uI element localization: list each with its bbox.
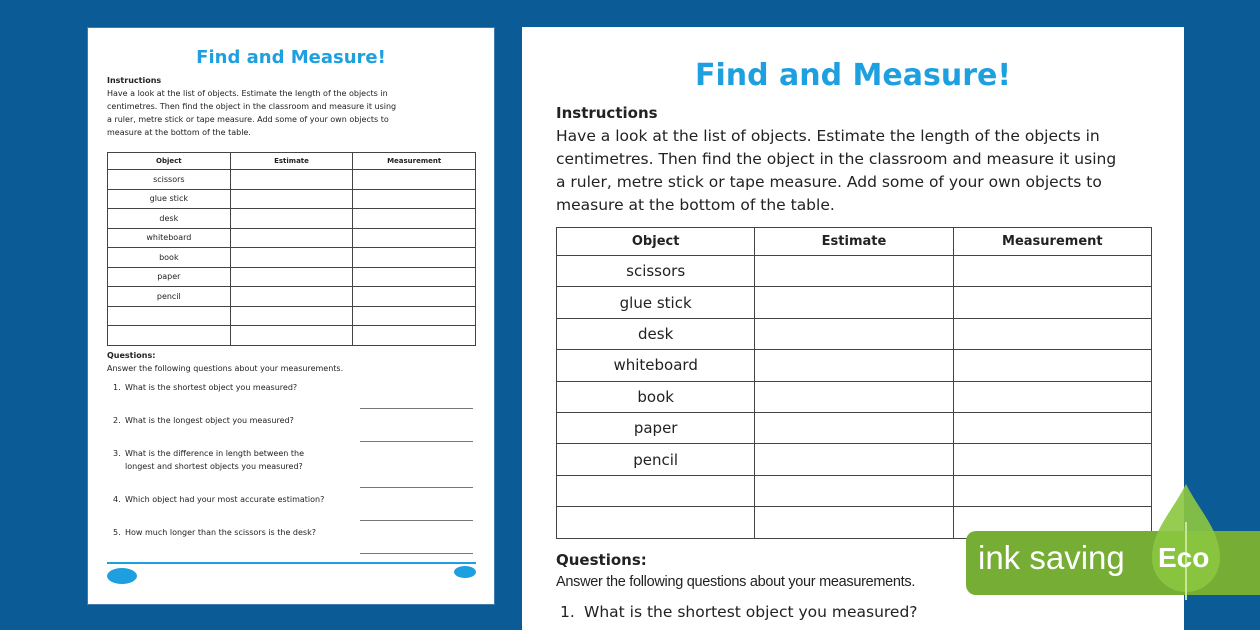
table-header-cell: Object [108, 153, 231, 170]
estimate-cell [230, 306, 353, 326]
answer-line [360, 408, 473, 409]
estimate-cell [755, 412, 953, 443]
question-text: What is the difference in length between the [125, 449, 305, 458]
question-number: 1. [560, 603, 575, 621]
table-header-cell: Estimate [755, 228, 953, 256]
twinkl-logo [107, 568, 137, 584]
object-cell: book [108, 248, 231, 268]
measurement-table [107, 152, 476, 346]
object-cell: scissors [557, 256, 755, 287]
estimate-cell [230, 228, 353, 248]
measurement-cell [953, 412, 1151, 443]
table-header-cell: Object [557, 228, 755, 256]
question-text: longest and shortest objects you measured? [125, 462, 303, 471]
measurement-cell [353, 170, 476, 190]
measurement-cell [353, 248, 476, 268]
estimate-cell [755, 381, 953, 412]
estimate-cell [755, 350, 953, 381]
instructions-text: measure at the bottom of the table. [107, 128, 251, 137]
estimate-cell [755, 507, 953, 538]
estimate-cell [230, 287, 353, 307]
answer-line [360, 520, 473, 521]
table-row [108, 306, 476, 326]
table-row [108, 267, 476, 287]
table-row [108, 209, 476, 229]
table-row [557, 350, 1152, 381]
question-number: 5. [113, 528, 121, 537]
instructions-heading: Instructions [107, 76, 162, 85]
object-cell [557, 507, 755, 538]
object-cell: whiteboard [108, 228, 231, 248]
estimate-cell [755, 256, 953, 287]
object-cell [557, 475, 755, 506]
measurement-cell [353, 306, 476, 326]
object-cell: book [557, 381, 755, 412]
page-title: Find and Measure! [694, 58, 1012, 93]
object-cell: scissors [108, 170, 231, 190]
measurement-cell [953, 381, 1151, 412]
estimate-cell [230, 209, 353, 229]
answer-line [360, 553, 473, 554]
question-number: 2. [113, 416, 121, 425]
object-cell: glue stick [108, 189, 231, 209]
object-cell: whiteboard [557, 350, 755, 381]
table-header-cell: Measurement [353, 153, 476, 170]
table-row [557, 318, 1152, 349]
instructions-text: Have a look at the list of objects. Estimate the length of the objects in [107, 89, 388, 98]
instructions-text: a ruler, metre stick or tape measure. Add some of your own objects to [556, 173, 1102, 191]
question-text: What is the shortest object you measured? [125, 383, 298, 392]
instructions-text: measure at the bottom of the table. [556, 196, 835, 214]
table-row [557, 381, 1152, 412]
measurement-table [556, 227, 1152, 539]
table-row [557, 475, 1152, 506]
object-cell [108, 306, 231, 326]
question-text: How much longer than the scissors is the desk? [125, 528, 316, 537]
questions-intro: Answer the following questions about your measurements. [107, 364, 344, 373]
table-row [557, 444, 1152, 475]
table-row [557, 287, 1152, 318]
estimate-cell [755, 475, 953, 506]
table-row [108, 170, 476, 190]
estimate-cell [755, 318, 953, 349]
object-cell: desk [108, 209, 231, 229]
table-header-row [108, 153, 476, 170]
questions-heading: Questions: [107, 351, 156, 360]
table-row [557, 412, 1152, 443]
table-header-cell: Measurement [953, 228, 1151, 256]
table-row [108, 189, 476, 209]
estimate-cell [230, 170, 353, 190]
table-row [108, 228, 476, 248]
estimate-cell [230, 248, 353, 268]
measurement-cell [353, 189, 476, 209]
object-cell: pencil [557, 444, 755, 475]
instructions-text: Have a look at the list of objects. Estimate the length of the objects in [556, 127, 1100, 145]
measurement-cell [953, 444, 1151, 475]
estimate-cell [230, 326, 353, 346]
estimate-cell [230, 189, 353, 209]
measurement-cell [353, 326, 476, 346]
instructions-text: centimetres. Then find the object in the classroom and measure it using [107, 102, 397, 111]
questions-heading: Questions: [556, 551, 647, 569]
measurement-cell [353, 228, 476, 248]
question-number: 1. [113, 383, 121, 392]
table-row [108, 326, 476, 346]
table-row [108, 287, 476, 307]
measurement-cell [953, 350, 1151, 381]
question-text: What is the shortest object you measured? [584, 603, 918, 621]
estimate-cell [230, 267, 353, 287]
object-cell: glue stick [557, 287, 755, 318]
question-text: Which object had your most accurate estimation? [125, 495, 325, 504]
worksheet-preview-small [87, 27, 495, 605]
measurement-cell [353, 267, 476, 287]
measurement-cell [953, 287, 1151, 318]
question-number: 4. [113, 495, 121, 504]
measurement-cell [353, 287, 476, 307]
answer-line [360, 441, 473, 442]
footer-divider [107, 562, 476, 564]
table-row [108, 248, 476, 268]
answer-line [360, 487, 473, 488]
instructions-heading: Instructions [556, 104, 658, 122]
eco-label: Eco [1158, 542, 1210, 573]
twinkl-logo-small [454, 566, 476, 578]
questions-intro: Answer the following questions about your measurements. [556, 574, 916, 590]
instructions-text: centimetres. Then find the object in the classroom and measure it using [556, 150, 1117, 168]
question-number: 3. [113, 449, 121, 458]
measurement-cell [953, 256, 1151, 287]
measurement-cell [353, 209, 476, 229]
object-cell: desk [557, 318, 755, 349]
estimate-cell [755, 444, 953, 475]
object-cell: paper [108, 267, 231, 287]
measurement-cell [953, 475, 1151, 506]
object-cell: paper [557, 412, 755, 443]
estimate-cell [755, 287, 953, 318]
object-cell: pencil [108, 287, 231, 307]
question-text: What is the longest object you measured? [125, 416, 294, 425]
page-title: Find and Measure! [196, 47, 386, 68]
table-row [557, 256, 1152, 287]
instructions-text: a ruler, metre stick or tape measure. Add some of your own objects to [107, 115, 389, 124]
table-header-row [557, 228, 1152, 256]
table-header-cell: Estimate [230, 153, 353, 170]
ink-saving-text: ink saving [978, 539, 1125, 576]
measurement-cell [953, 318, 1151, 349]
object-cell [108, 326, 231, 346]
